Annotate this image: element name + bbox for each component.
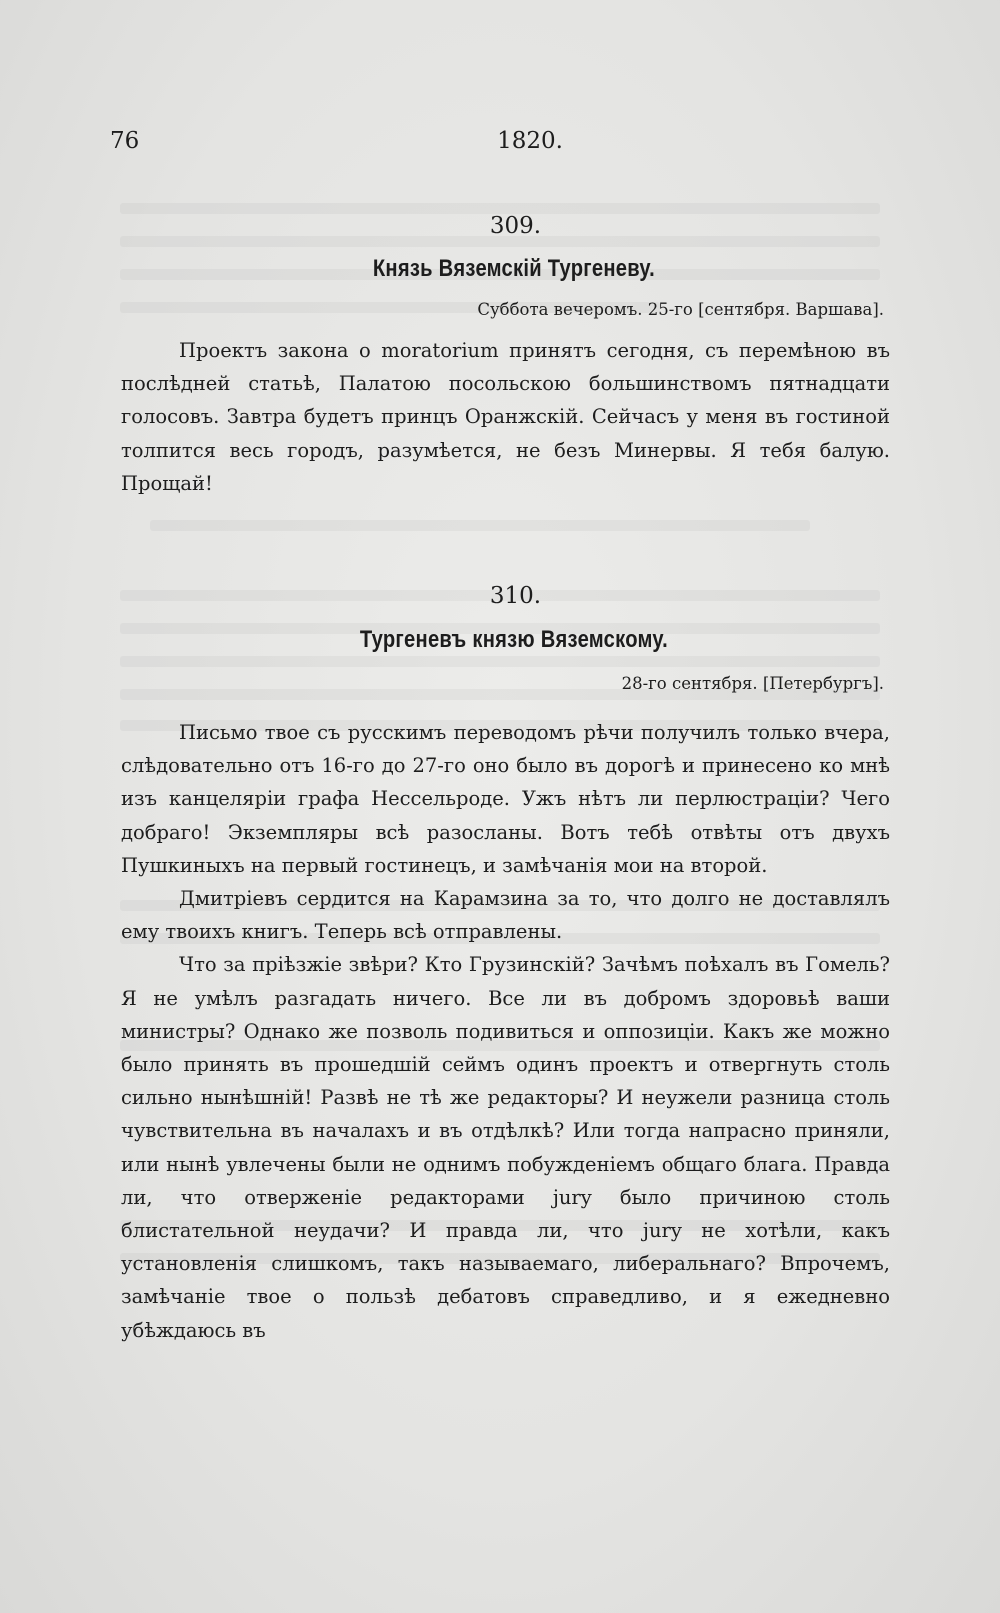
paragraph: Письмо твое съ русскимъ переводомъ рѣчи получилъ только вчера, слѣдовательно отъ 16-го до 27-го оно было въ дорогѣ и принесено ко мнѣ изъ канцеляріи графа Нессельроде. Ужъ нѣтъ ли перлюстраціи? Чего добраго! Экземпляры всѣ разосланы. Вотъ тебѣ отвѣты отъ двухъ Пушкиныхъ на первый гостинецъ, и замѣчанія мои на второй. xyxy=(121,721,890,877)
paragraph: Что за пріѣзжіе звѣри? Кто Грузинскій? Зачѣмъ поѣхалъ въ Гомель? Я не умѣлъ разгадать ничего. Все ли въ добромъ здоровьѣ ваши министры? Однако же позволь подивиться и оппозиціи. Какъ же можно было принять въ прошедшій сеймъ одинъ проектъ и отвергнуть столь сильно нынѣшній! Развѣ не тѣ же редакторы? И неужели разница столь чувствительна въ началахъ и въ отдѣлкѣ? Или тогда напрасно приняли, или нынѣ увлечены были не однимъ побужденіемъ общаго блага. Правда ли, что отверженіе редакторами jury было причиною столь блистательной неудачи? И правда ли, что jury не хотѣли, какъ установленія слишкомъ, такъ называемаго, либеральнаго? Впрочемъ, замѣчаніе твое о пользѣ дебатовъ справедливо, и я ежедневно убѣждаюсь въ xyxy=(121,953,890,1342)
paragraph: Проектъ закона о moratorium принятъ сегодня, съ перемѣною въ послѣдней статьѣ, Палатою посольскою большинствомъ пятнадцати голосовъ. Завтра будетъ принцъ Оранжскій. Сейчасъ у меня въ гостиной толпится весь городъ, разумѣется, не безъ Минервы. Я тебя балую. Прощай! xyxy=(121,339,890,495)
letter-310 xyxy=(121,581,890,1347)
show-through-line xyxy=(150,520,810,531)
letter-dateline: 28-го сентября. [Петербургъ]. xyxy=(621,674,884,693)
letter-309 xyxy=(121,211,890,500)
letter-number: 310. xyxy=(489,583,542,609)
running-head-year: 1820. xyxy=(497,128,563,154)
page-header xyxy=(110,128,890,162)
letter-body xyxy=(121,716,890,1347)
letter-title: Тургеневъ князю Вяземскому. xyxy=(359,626,668,653)
letter-title: Князь Вяземскій Тургеневу. xyxy=(372,255,655,282)
letter-dateline: Суббота вечеромъ. 25-го [сентября. Варшава]. xyxy=(477,300,884,319)
page-number: 76 xyxy=(110,128,140,154)
paragraph: Дмитріевъ сердится на Карамзина за то, что долго не доставлялъ ему твоихъ книгъ. Теперь всѣ отправлены. xyxy=(121,887,890,944)
letter-number: 309. xyxy=(489,213,542,239)
letter-body xyxy=(121,334,890,500)
